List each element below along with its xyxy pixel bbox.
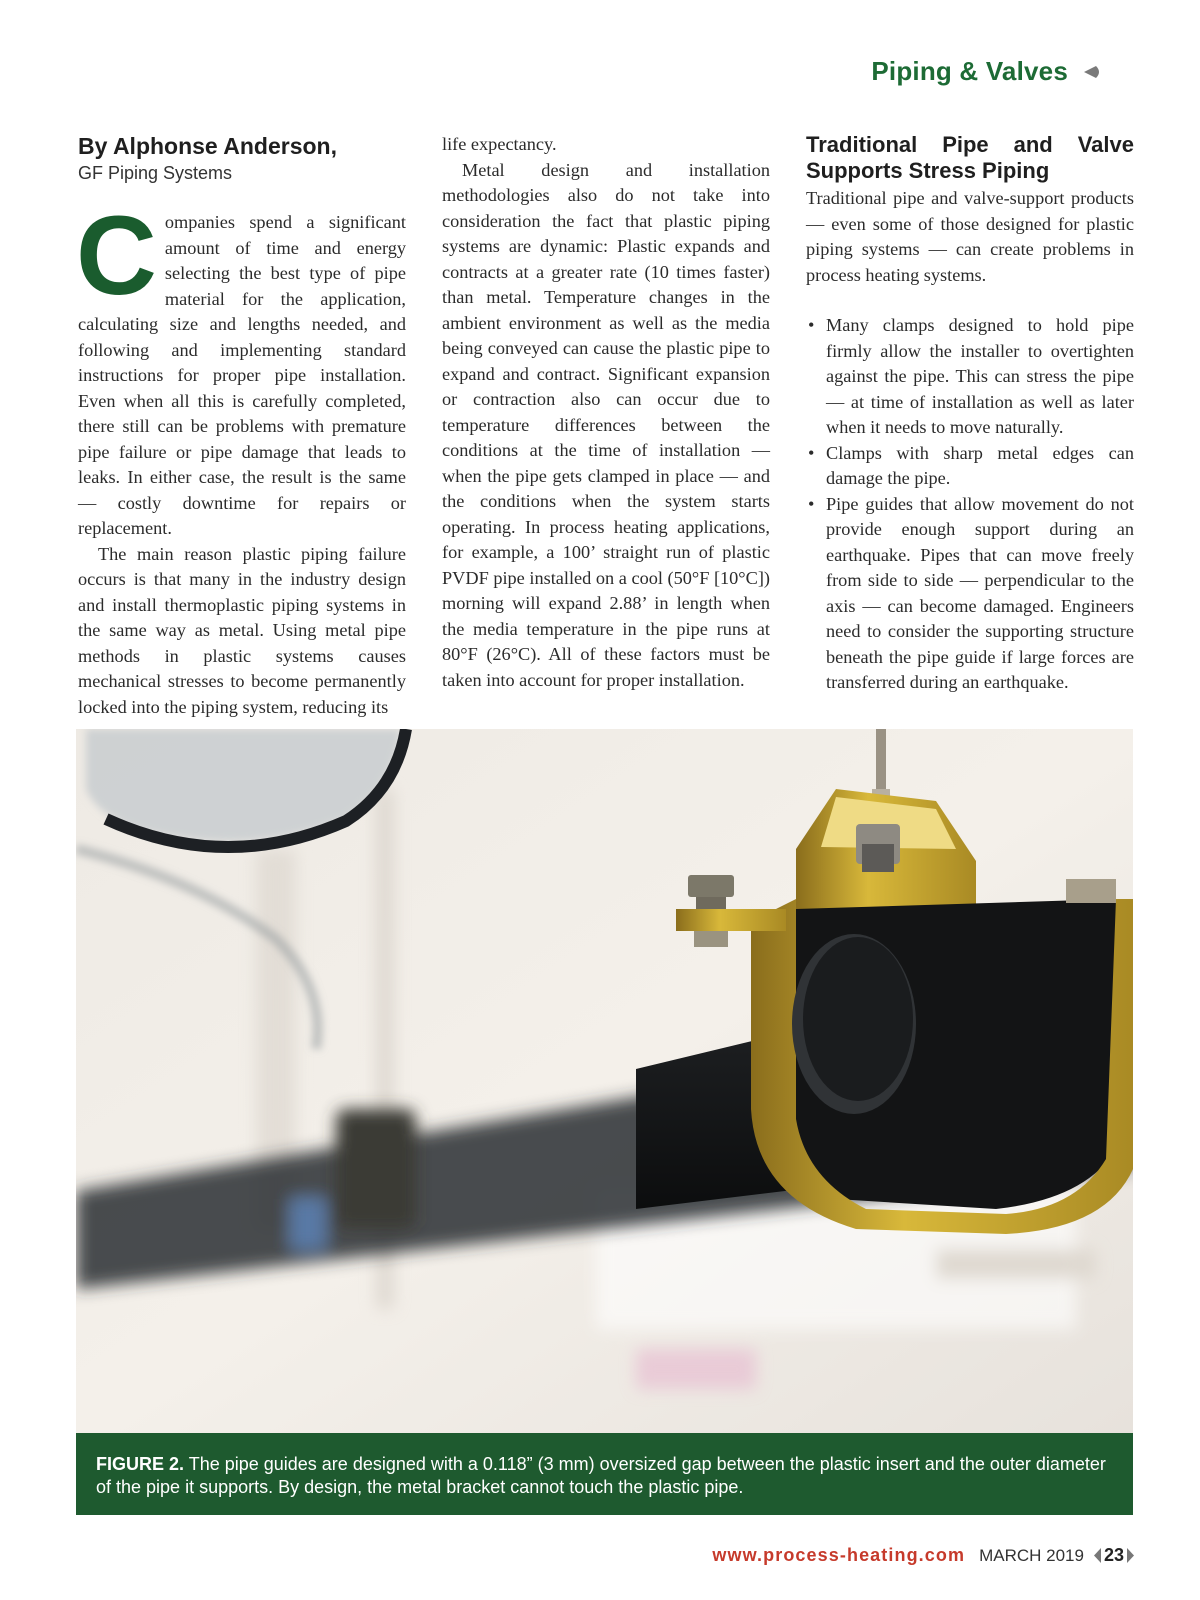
bullet-list bbox=[806, 313, 1134, 696]
section-arrow-icon bbox=[1082, 64, 1104, 80]
footer-url-link[interactable]: www.process-heating.com bbox=[712, 1545, 966, 1565]
paragraph-4: Metal design and installation methodologies also do not take into consideration the fact that plastic piping systems are dynamic: Plastic expands and contracts at a greater rate (10 times faster) than metal. Temperature changes in the ambient environment as well as the media being conveyed can cause the plastic pipe to expand and contract. Significant expansion or contraction also can occur due to temperature differences between the conditions at the time of installation — when the pipe gets clamped in place — and the conditions when the system starts operating. In process heating applications, for example, a 100’ straight run of plastic PVDF pipe installed on a cool (50°F [10°C]) morning will expand 2.88’ in length when the media temperature in the pipe runs at 80°F (26°C). All of these factors must be taken into account for proper installation. bbox=[442, 159, 770, 690]
article-column-2 bbox=[442, 132, 770, 693]
bullet-item-1: • Many clamps designed to hold pipe firmly allow the installer to overtighten against the pipe. This can stress the pipe — at time of installation as well as later when it needs to move naturally. bbox=[806, 313, 1134, 441]
subheading: Traditional Pipe and Valve Supports Stress Piping bbox=[806, 132, 1134, 183]
author-byline: By Alphonse Anderson, bbox=[78, 133, 337, 159]
paragraph-3: life expectancy. bbox=[442, 134, 557, 154]
drop-cap: C bbox=[76, 193, 157, 318]
page-number-box bbox=[1094, 1545, 1134, 1566]
paragraph-1-text: ompanies spend a significant amount of time and energy selecting the best type of pipe material for the application, calculating size and lengths needed, and following and implementing standard instructions for proper pipe installation. Even when all this is carefully completed, there still can be problems with premature pipe failure or pipe damage that leads to leaks. In either case, the result is the same — costly downtime for repairs or replacement. bbox=[78, 212, 406, 538]
page-number: 23 bbox=[1103, 1545, 1124, 1565]
bullet-item-3: • Pipe guides that allow movement do not provide enough support during an earthquake. Pipes that can move freely from side to side — perpendicular to the axis — can become damaged. Engineers need to consider the supporting structure beneath the pipe guide if large forces are transferred during an earthquake. bbox=[806, 492, 1134, 696]
paragraph-2: The main reason plastic piping failure occurs is that many in the industry design and install thermoplastic piping systems in the same way as metal. Using metal pipe methods in plastic systems causes mechanical stresses to become permanently locked into the piping system, reducing its bbox=[78, 543, 406, 717]
issue-date: MARCH 2019 bbox=[979, 1545, 1084, 1565]
pipe-clamp-photo bbox=[76, 729, 1133, 1433]
intro-paragraph bbox=[76, 193, 406, 542]
article-column-3 bbox=[806, 132, 1134, 696]
figure-label: FIGURE 2. bbox=[96, 1454, 185, 1474]
figure-photo bbox=[76, 729, 1133, 1433]
paragraph-5: Traditional pipe and valve-support products — even some of those designed for plastic piping systems — can create problems in process heating systems. bbox=[806, 188, 1134, 285]
article-column-1 bbox=[78, 132, 406, 720]
page-footer bbox=[712, 1545, 1134, 1566]
author-affiliation: GF Piping Systems bbox=[78, 163, 233, 183]
figure-caption-text: The pipe guides are designed with a 0.118” (3 mm) oversized gap between the plastic insert and the outer diameter of the pipe it supports. By design, the metal bracket cannot touch the plastic pipe. bbox=[96, 1454, 1106, 1497]
section-header bbox=[871, 56, 1104, 87]
left-triangle-icon bbox=[1094, 1548, 1101, 1563]
section-title: Piping & Valves bbox=[871, 56, 1068, 86]
bullet-item-2: • Clamps with sharp metal edges can damage the pipe. bbox=[806, 441, 1134, 492]
right-triangle-icon bbox=[1127, 1548, 1134, 1563]
figure-caption bbox=[76, 1433, 1133, 1515]
